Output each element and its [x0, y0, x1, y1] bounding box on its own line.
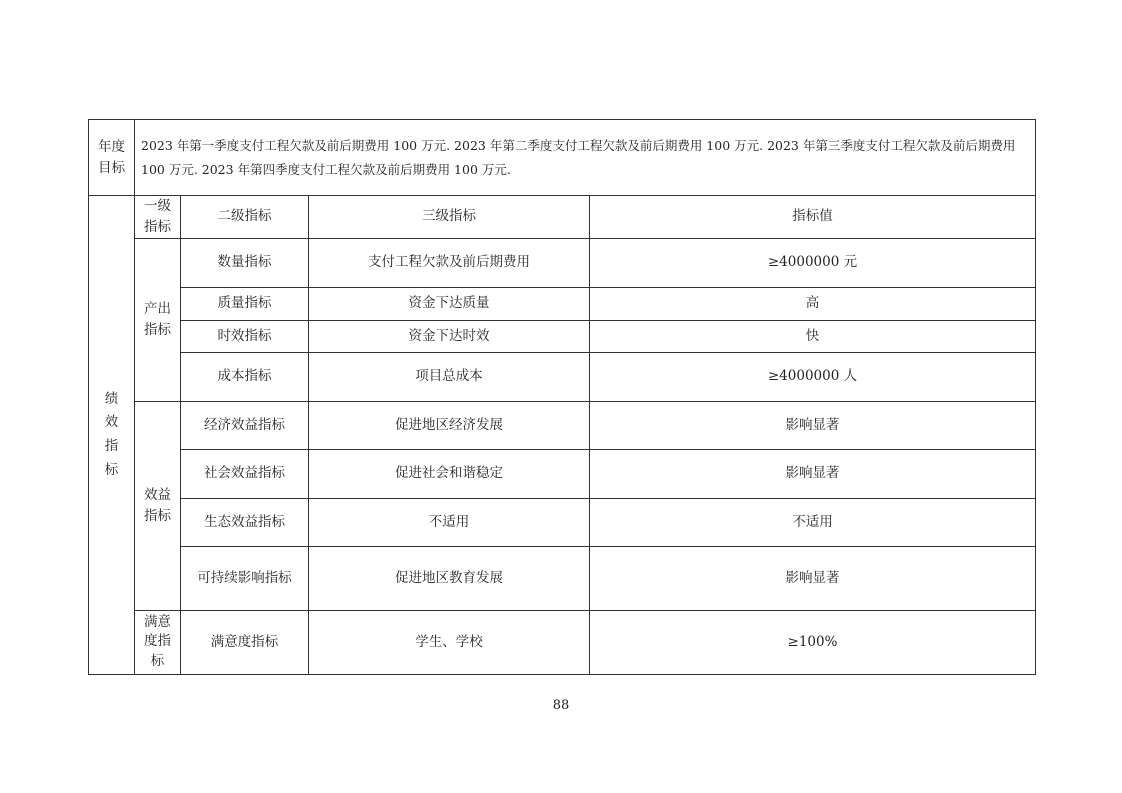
table-row [89, 287, 1036, 320]
table-row [89, 401, 1036, 449]
value-cell: 快 [590, 320, 1036, 352]
header-level1: 一级 指标 [135, 196, 181, 239]
performance-section-label: 绩 效 指 标 [89, 196, 135, 675]
level3-cell: 资金下达时效 [309, 320, 590, 352]
value-cell: ≥4000000 元 [590, 238, 1036, 287]
level1-benefit: 效益 指标 [135, 401, 181, 610]
table-row [89, 449, 1036, 498]
level1-satisfaction: 满意 度指 标 [135, 610, 181, 674]
level2-cell: 成本指标 [181, 352, 309, 401]
table-row [89, 546, 1036, 610]
value-cell: ≥4000000 人 [590, 352, 1036, 401]
level3-cell: 促进社会和谐稳定 [309, 449, 590, 498]
level3-cell: 项目总成本 [309, 352, 590, 401]
value-cell: ≥100% [590, 610, 1036, 674]
level2-cell: 生态效益指标 [181, 498, 309, 546]
level2-cell: 社会效益指标 [181, 449, 309, 498]
level3-cell: 学生、学校 [309, 610, 590, 674]
annual-goal-label: 年度 目标 [89, 120, 135, 196]
page-number: 88 [552, 698, 570, 713]
level3-cell: 支付工程欠款及前后期费用 [309, 238, 590, 287]
value-cell: 影响显著 [590, 449, 1036, 498]
level2-cell: 满意度指标 [181, 610, 309, 674]
table-row [89, 238, 1036, 287]
level2-cell: 经济效益指标 [181, 401, 309, 449]
annual-goal-row [89, 120, 1036, 196]
level3-cell: 促进地区经济发展 [309, 401, 590, 449]
header-level2: 二级指标 [181, 196, 309, 239]
value-cell: 不适用 [590, 498, 1036, 546]
level3-cell: 不适用 [309, 498, 590, 546]
level2-cell: 时效指标 [181, 320, 309, 352]
level2-cell: 数量指标 [181, 238, 309, 287]
value-cell: 影响显著 [590, 546, 1036, 610]
level1-output: 产出 指标 [135, 238, 181, 401]
level3-cell: 资金下达质量 [309, 287, 590, 320]
level3-cell: 促进地区教育发展 [309, 546, 590, 610]
table-row [89, 498, 1036, 546]
level2-cell: 质量指标 [181, 287, 309, 320]
annual-goal-text: 2023 年第一季度支付工程欠款及前后期费用 100 万元. 2023 年第二季度支付工程欠款及前后期费用 100 万元. 2023 年第三季度支付工程欠款及前后期费用 100 万元. 2023 年第四季度支付工程欠款及前后期费用 100 万元. [135, 120, 1036, 196]
header-value: 指标值 [590, 196, 1036, 239]
performance-goal-table [88, 119, 1036, 675]
value-cell: 高 [590, 287, 1036, 320]
table-row [89, 352, 1036, 401]
header-row [89, 196, 1036, 239]
value-cell: 影响显著 [590, 401, 1036, 449]
header-level3: 三级指标 [309, 196, 590, 239]
table-row [89, 610, 1036, 674]
table-row [89, 320, 1036, 352]
level2-cell: 可持续影响指标 [181, 546, 309, 610]
